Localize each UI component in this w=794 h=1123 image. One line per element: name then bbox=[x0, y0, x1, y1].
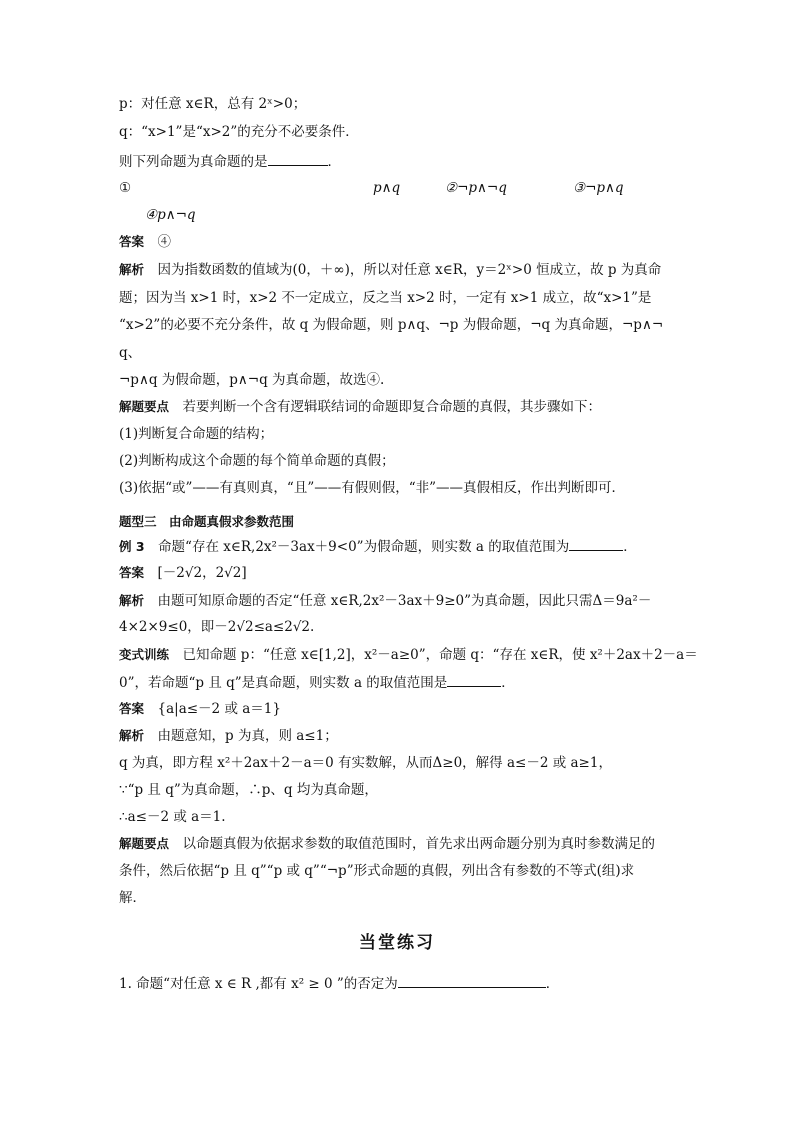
answer-label: 答案 bbox=[119, 701, 145, 716]
period: ． bbox=[623, 539, 637, 555]
key-point-label: 解题要点 bbox=[119, 836, 170, 851]
practice-line bbox=[119, 973, 559, 994]
option-3: ③¬p∧q bbox=[573, 180, 624, 196]
variant-label: 变式训练 bbox=[119, 647, 170, 662]
analysis-label: 解析 bbox=[119, 262, 145, 277]
key-point-line: 解． bbox=[119, 890, 146, 906]
answer-line bbox=[119, 232, 171, 252]
analysis-line: ∵“p 且 q”为真命题，∴p、q 均为真命题， bbox=[119, 782, 378, 798]
answer-label: 答案 bbox=[119, 565, 145, 580]
variant-text: 已知命题 p：“任意 x∈[1,2]，x²－a≥0”，命题 q：“存在 x∈R，使 x²＋2ax＋2－a＝ bbox=[182, 647, 698, 663]
key-point-text: 若要判断一个含有逻辑联结词的命题即复合命题的真假，其步骤如下： bbox=[182, 399, 602, 415]
analysis-text: 由题意知，p 为真，则 a≤1； bbox=[157, 728, 338, 744]
analysis-line: “x>2”的必要不充分条件，故 q 为假命题，则 p∧q、¬p 为假命题，¬q 为真命题，¬p∧¬ bbox=[119, 317, 664, 333]
text-line: p：对任意 x∈R，总有 2ˣ>0； bbox=[119, 96, 307, 112]
question-text: 则下列命题为真命题的是 bbox=[119, 154, 268, 170]
text-line bbox=[119, 151, 341, 172]
variant-line bbox=[119, 645, 698, 665]
key-point-line bbox=[119, 397, 601, 417]
answer-line bbox=[119, 563, 247, 583]
answer-value: [－2√2，2√2] bbox=[157, 565, 247, 581]
period: ． bbox=[501, 675, 515, 691]
text-line: q：“x>1”是“x>2”的充分不必要条件． bbox=[119, 124, 359, 140]
key-point-line: 条件，然后依据“p 且 q”“p 或 q”“¬p”形式命题的真假，列出含有参数的不等式(组)求 bbox=[119, 863, 635, 879]
answer-label: 答案 bbox=[119, 234, 145, 249]
example-text: 命题“存在 x∈R,2x²－3ax＋9<0”为假命题，则实数 a 的取值范围为 bbox=[158, 539, 570, 555]
key-point-text: 以命题真假为依据求参数的取值范围时，首先求出两命题分别为真时参数满足的 bbox=[182, 836, 656, 852]
step-line: (2)判断构成这个命题的每个简单命题的真假； bbox=[119, 453, 395, 469]
analysis-line: 4×2×9≤0，即－2√2≤a≤2√2. bbox=[119, 619, 315, 635]
analysis-label: 解析 bbox=[119, 728, 145, 743]
answer-blank bbox=[268, 151, 328, 166]
section-title: 当堂练习 bbox=[359, 933, 435, 953]
analysis-text: 由题可知原命题的否定“任意 x∈R,2x²－3ax＋9≥0”为真命题，因此只需Δ＝9a²－ bbox=[157, 593, 652, 609]
key-point-line bbox=[119, 834, 655, 854]
analysis-line: ∴a≤－2 或 a＝1. bbox=[119, 809, 226, 825]
analysis-line bbox=[119, 726, 338, 746]
answer-blank bbox=[398, 973, 546, 988]
period: ． bbox=[545, 976, 560, 992]
option-1-expr: p∧q bbox=[373, 180, 401, 196]
analysis-line bbox=[119, 260, 661, 280]
period: ． bbox=[327, 154, 341, 170]
analysis-line: q、 bbox=[119, 345, 142, 361]
analysis-line: ¬p∧q 为假命题，p∧¬q 为真命题，故选④. bbox=[119, 372, 385, 388]
answer-blank bbox=[569, 536, 623, 551]
analysis-label: 解析 bbox=[119, 593, 145, 608]
example-label: 例 3 bbox=[119, 539, 145, 554]
analysis-text: 因为指数函数的值域为(0，＋∞)，所以对任意 x∈R，y＝2ˣ>0 恒成立，故 p 为真命 bbox=[157, 262, 662, 278]
options-row bbox=[119, 178, 679, 198]
example-line bbox=[119, 536, 637, 557]
option-2: ②¬p∧¬q bbox=[445, 180, 507, 196]
analysis-line: 题；因为当 x>1 时，x>2 不一定成立，反之当 x>2 时，一定有 x>1 成立，故“x>1”是 bbox=[119, 290, 652, 306]
variant-line bbox=[119, 672, 515, 693]
step-line: (3)依据“或”——有真则真，“且”——有假则假，“非”——真假相反，作出判断即可． bbox=[119, 480, 626, 496]
answer-blank bbox=[447, 672, 501, 687]
answer-value: ④ bbox=[157, 234, 172, 250]
option-4: ④p∧¬q bbox=[145, 207, 196, 223]
analysis-line: q 为真，即方程 x²＋2ax＋2－a＝0 有实数解，从而Δ≥0，解得 a≤－2 或 a≥1， bbox=[119, 755, 612, 771]
analysis-line bbox=[119, 591, 651, 611]
answer-line bbox=[119, 699, 281, 719]
answer-value: {a|a≤－2 或 a＝1} bbox=[157, 701, 281, 717]
option-1: ① bbox=[119, 180, 132, 196]
variant-text: 0”，若命题“p 且 q”是真命题，则实数 a 的取值范围是 bbox=[119, 675, 448, 691]
step-line: (1)判断复合命题的结构； bbox=[119, 426, 274, 442]
practice-text: 1. 命题“对任意 x ∈ R ,都有 x² ≥ 0 ”的否定为 bbox=[119, 976, 398, 992]
section-heading: 题型三 由命题真假求参数范围 bbox=[119, 514, 295, 529]
key-point-label: 解题要点 bbox=[119, 399, 170, 414]
